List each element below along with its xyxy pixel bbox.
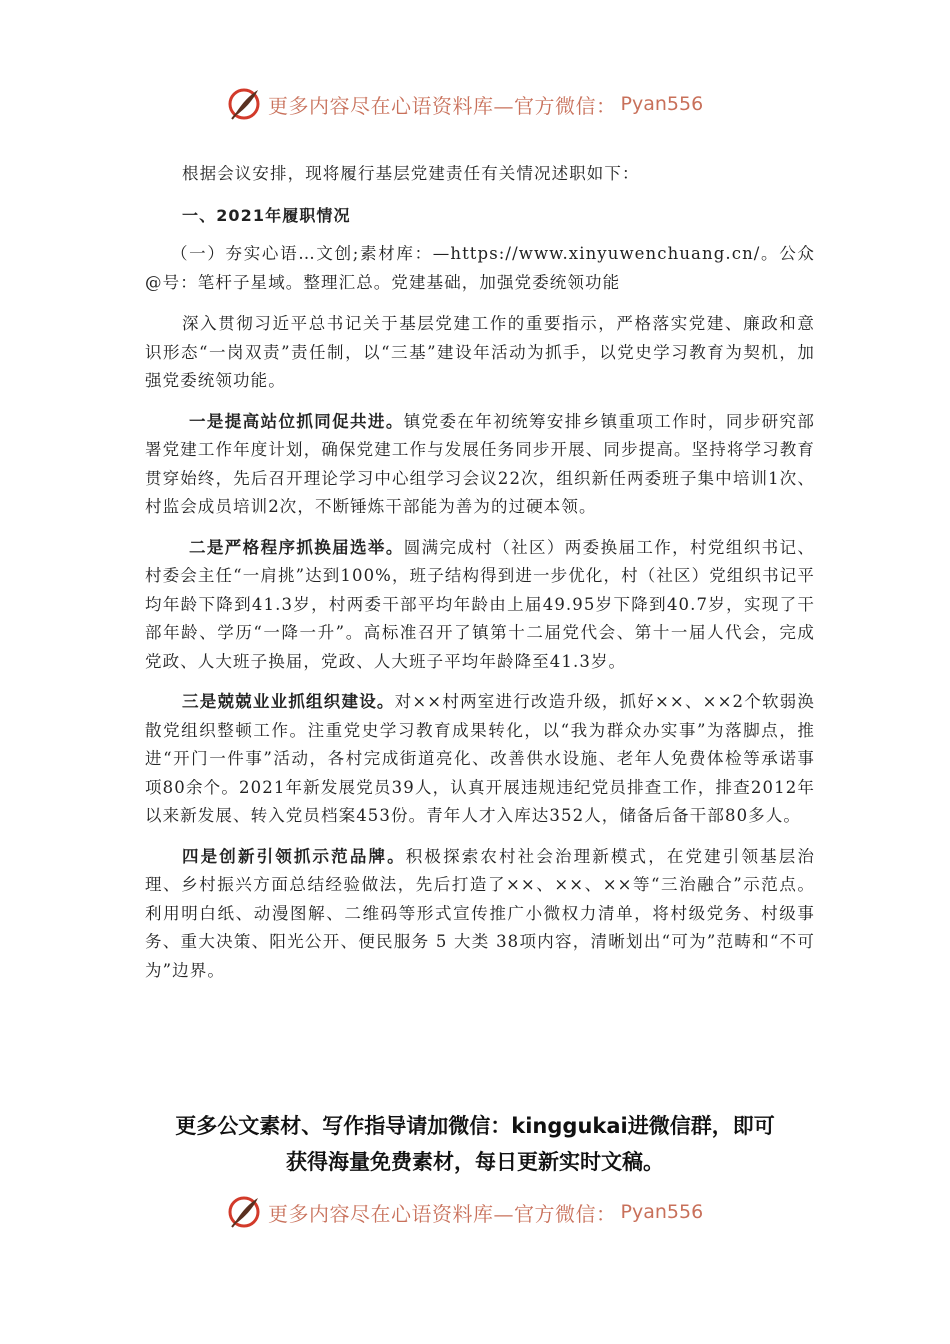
- point-text: 圆满完成村（社区）两委换届工作，村党组织书记、村委会主任“一肩挑”达到100%，班子结构得到进一步优化，村（社区）党组织书记平均年龄下降到41.3岁，村两委干部平均年龄由上届49.95岁下降到40.7岁，实现了干部年龄、学历“一降一升”。高标准召开了镇第十二届党代会、第十一届人代会，完成党政、人大班子换届，党政、人大班子平均年龄降至41.3岁。: [145, 537, 815, 671]
- footer-banner-text: 更多内容尽在心语资料库—官方微信：: [268, 1201, 617, 1226]
- footer-wechat-id: Pyan556: [620, 1201, 704, 1223]
- point-text: 积极探索农村社会治理新模式，在党建引领基层治理、乡村振兴方面总结经验做法，先后打造了××、××、××等“三治融合”示范点。利用明白纸、动漫图解、二维码等形式宣传推广小微权力清单，将村级党务、村级事务、重大决策、阳光公开、便民服务 5 大类 38项内容，清晰划出“可为”范畴和“不可为”边界。: [145, 846, 815, 980]
- overview-paragraph: 深入贯彻习近平总书记关于基层党建工作的重要指示，严格落实党建、廉政和意识形态“一岗双责”责任制，以“三基”建设年活动为抓手，以党史学习教育为契机，加强党委统领功能。: [145, 314, 815, 390]
- point-lead: 一是提高站位抓同促共进。: [189, 411, 404, 431]
- point-paragraph: [145, 408, 815, 522]
- point-text: 对××村两室进行改造升级，抓好××、××2个软弱涣散党组织整顿工作。注重党史学习教育成果转化，以“我为群众办实事”为落脚点，推进“开门一件事”活动，各村完成街道亮化、改善供水设施、老年人免费体检等承诺事项80余个。2021年新发展党员39人，认真开展违规违纪党员排查工作，排查2012年以来新发展、转入党员档案453份。青年人才入库达352人，储备后备干部80多人。: [145, 692, 816, 825]
- header-banner: [226, 84, 746, 124]
- point-paragraph: [145, 688, 815, 831]
- point-lead: 四是创新引领抓示范品牌。: [182, 846, 406, 866]
- document-body: [145, 160, 815, 997]
- point-lead: 二是严格程序抓换届选举。: [189, 537, 404, 557]
- quill-logo-icon: [226, 86, 262, 122]
- promo-line-1: 更多公文素材、写作指导请加微信：kinggukai进微信群，即可: [175, 1114, 775, 1138]
- point-lead: 三是兢兢业业抓组织建设。: [182, 692, 395, 711]
- intro-paragraph: 根据会议安排，现将履行基层党建责任有关情况述职如下：: [182, 164, 640, 183]
- point-text: 镇党委在年初统筹安排乡镇重项工作时，同步研究部署党建工作年度计划，确保党建工作与发展任务同步开展、同步提高。坚持将学习教育贯穿始终，先后召开理论学习中心组学习会议22次，组织新任两委班子集中培训1次、村监会成员培训2次，不断锤炼干部能为善为的过硬本领。: [145, 411, 815, 516]
- section-title: 一、2021年履职情况: [182, 205, 351, 225]
- point-paragraph: [145, 843, 815, 986]
- footer-banner: [226, 1192, 746, 1232]
- header-wechat-id: Pyan556: [620, 93, 704, 115]
- header-banner-text: 更多内容尽在心语资料库—官方微信：: [268, 93, 617, 118]
- point-paragraph: [145, 534, 815, 677]
- promo-line-2: 获得海量免费素材，每日更新实时文稿。: [286, 1150, 664, 1174]
- subsection-title: （一）夯实心语…文创;素材库：—https://www.xinyuwenchuang.cn/。公众@号：笔杆子星域。整理汇总。党建基础，加强党委统领功能: [145, 244, 815, 292]
- promo-block: [120, 1108, 830, 1180]
- quill-logo-icon: [226, 1194, 262, 1230]
